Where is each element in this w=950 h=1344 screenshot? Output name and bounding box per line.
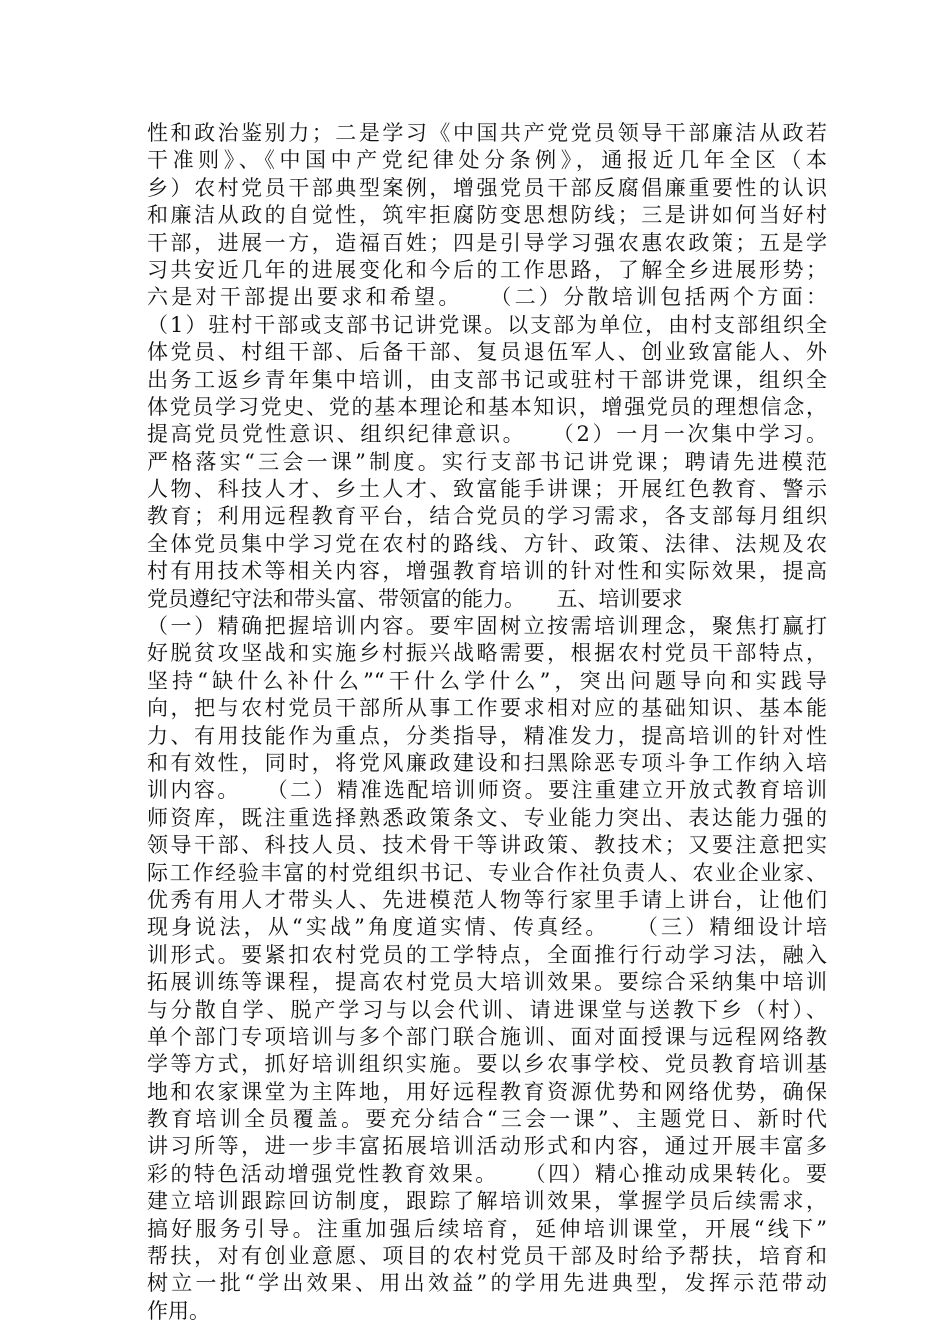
text-line: 优秀有用人才带头人、先进模范人物等行家里手请上讲台，让他们 bbox=[147, 887, 827, 912]
text-line: 与分散自学、脱产学习与以会代训、请进课堂与送教下乡（村）、 bbox=[147, 997, 827, 1022]
text-line: 际工作经验丰富的村党组织书记、专业合作社负责人、农业企业家、 bbox=[147, 860, 827, 885]
text-line: 全体党员集中学习党在农村的路线、方针、政策、法律、法规及农 bbox=[147, 531, 827, 556]
text-line: 彩的特色活动增强党性教育效果。 （四）精心推动成果转化。要 bbox=[147, 1161, 827, 1186]
text-line: （一）精确把握培训内容。要牢固树立按需培训理念，聚焦打赢打 bbox=[147, 614, 827, 639]
text-line: 拓展训练等课程，提高农村党员大培训效果。要综合采纳集中培训 bbox=[147, 970, 827, 995]
text-line: 人物、科技人才、乡土人才、致富能手讲课；开展红色教育、警示 bbox=[147, 477, 827, 502]
text-line: （1）驻村干部或支部书记讲党课。以支部为单位，由村支部组织全 bbox=[147, 312, 827, 337]
text-line: 现身说法，从“实战”角度道实情、传真经。 （三）精细设计培 bbox=[147, 915, 827, 940]
text-line: 体党员学习党史、党的基本理论和基本知识，增强党员的理想信念， bbox=[147, 394, 827, 419]
text-line: 向，把与农村党员干部所从事工作要求相对应的基础知识、基本能 bbox=[147, 696, 827, 721]
text-line: 力、有用技能作为重点，分类指导，精准发力，提高培训的针对性 bbox=[147, 723, 827, 748]
text-line: 乡）农村党员干部典型案例，增强党员干部反腐倡廉重要性的认识 bbox=[147, 175, 827, 200]
text-line: 六是对干部提出要求和希望。 （二）分散培训包括两个方面： bbox=[147, 285, 827, 310]
text-line: 坚持“缺什么补什么”“干什么学什么”，突出问题导向和实践导 bbox=[147, 668, 827, 693]
text-line: 学等方式，抓好培训组织实施。要以乡农事学校、党员教育培训基 bbox=[147, 1052, 827, 1077]
text-line: 地和农家课堂为主阵地，用好远程教育资源优势和网络优势，确保 bbox=[147, 1079, 827, 1104]
text-line: 讲习所等，进一步丰富拓展培训活动形式和内容，通过开展丰富多 bbox=[147, 1134, 827, 1159]
text-line: 好脱贫攻坚战和实施乡村振兴战略需要，根据农村党员干部特点， bbox=[147, 641, 827, 666]
text-line: 搞好服务引导。注重加强后续培育，延伸培训课堂，开展“线下” bbox=[147, 1216, 827, 1241]
text-line: 性和政治鉴别力；二是学习《中国共产党党员领导干部廉洁从政若 bbox=[147, 121, 827, 145]
text-line: 训形式。要紧扣农村党员的工学特点，全面推行行动学习法，融入 bbox=[147, 942, 827, 967]
text-line: 干准则》、《中国中产党纪律处分条例》，通报近几年全区（本 bbox=[147, 148, 827, 173]
body-text bbox=[147, 120, 827, 1325]
text-line: 体党员、村组干部、后备干部、复员退伍军人、创业致富能人、外 bbox=[147, 340, 827, 365]
text-line: 教育培训全员覆盖。要充分结合“三会一课”、主题党日、新时代 bbox=[147, 1107, 827, 1132]
text-line: 村有用技术等相关内容，增强教育培训的针对性和实际效果，提高 bbox=[147, 559, 827, 584]
text-line: 建立培训跟踪回访制度，跟踪了解培训效果，掌握学员后续需求， bbox=[147, 1189, 827, 1214]
text-line: 训内容。 （二）精准选配培训师资。要注重建立开放式教育培训 bbox=[147, 778, 827, 803]
text-line: 习共安近几年的进展变化和今后的工作思路，了解全乡进展形势； bbox=[147, 257, 827, 282]
text-line: 树立一批“学出效果、用出效益”的学用先进典型，发挥示范带动 bbox=[147, 1271, 827, 1296]
text-line: 帮扶，对有创业意愿、项目的农村党员干部及时给予帮扶，培育和 bbox=[147, 1244, 827, 1269]
text-line: 严格落实“三会一课”制度。实行支部书记讲党课；聘请先进模范 bbox=[147, 449, 827, 474]
text-line: 党员遵纪守法和带头富、带领富的能力。 五、培训要求 bbox=[147, 586, 683, 611]
text-line: 师资库，既注重选择熟悉政策条文、专业能力突出、表达能力强的 bbox=[147, 805, 827, 830]
text-line: 提高党员党性意识、组织纪律意识。 （2）一月一次集中学习。 bbox=[147, 422, 827, 447]
text-line: 和廉洁从政的自觉性，筑牢拒腐防变思想防线；三是讲如何当好村 bbox=[147, 203, 827, 228]
text-line: 出务工返乡青年集中培训，由支部书记或驻村干部讲党课，组织全 bbox=[147, 367, 827, 392]
text-line: 单个部门专项培训与多个部门联合施训、面对面授课与远程网络教 bbox=[147, 1024, 827, 1049]
text-line: 领导干部、科技人员、技术骨干等讲政策、教技术；又要注意把实 bbox=[147, 833, 827, 858]
text-line: 作用。 bbox=[147, 1298, 210, 1323]
text-line: 干部，进展一方，造福百姓；四是引导学习强农惠农政策；五是学 bbox=[147, 230, 827, 255]
text-line: 教育；利用远程教育平台，结合党员的学习需求，各支部每月组织 bbox=[147, 504, 827, 529]
text-line: 和有效性，同时，将党风廉政建设和扫黑除恶专项斗争工作纳入培 bbox=[147, 750, 827, 775]
